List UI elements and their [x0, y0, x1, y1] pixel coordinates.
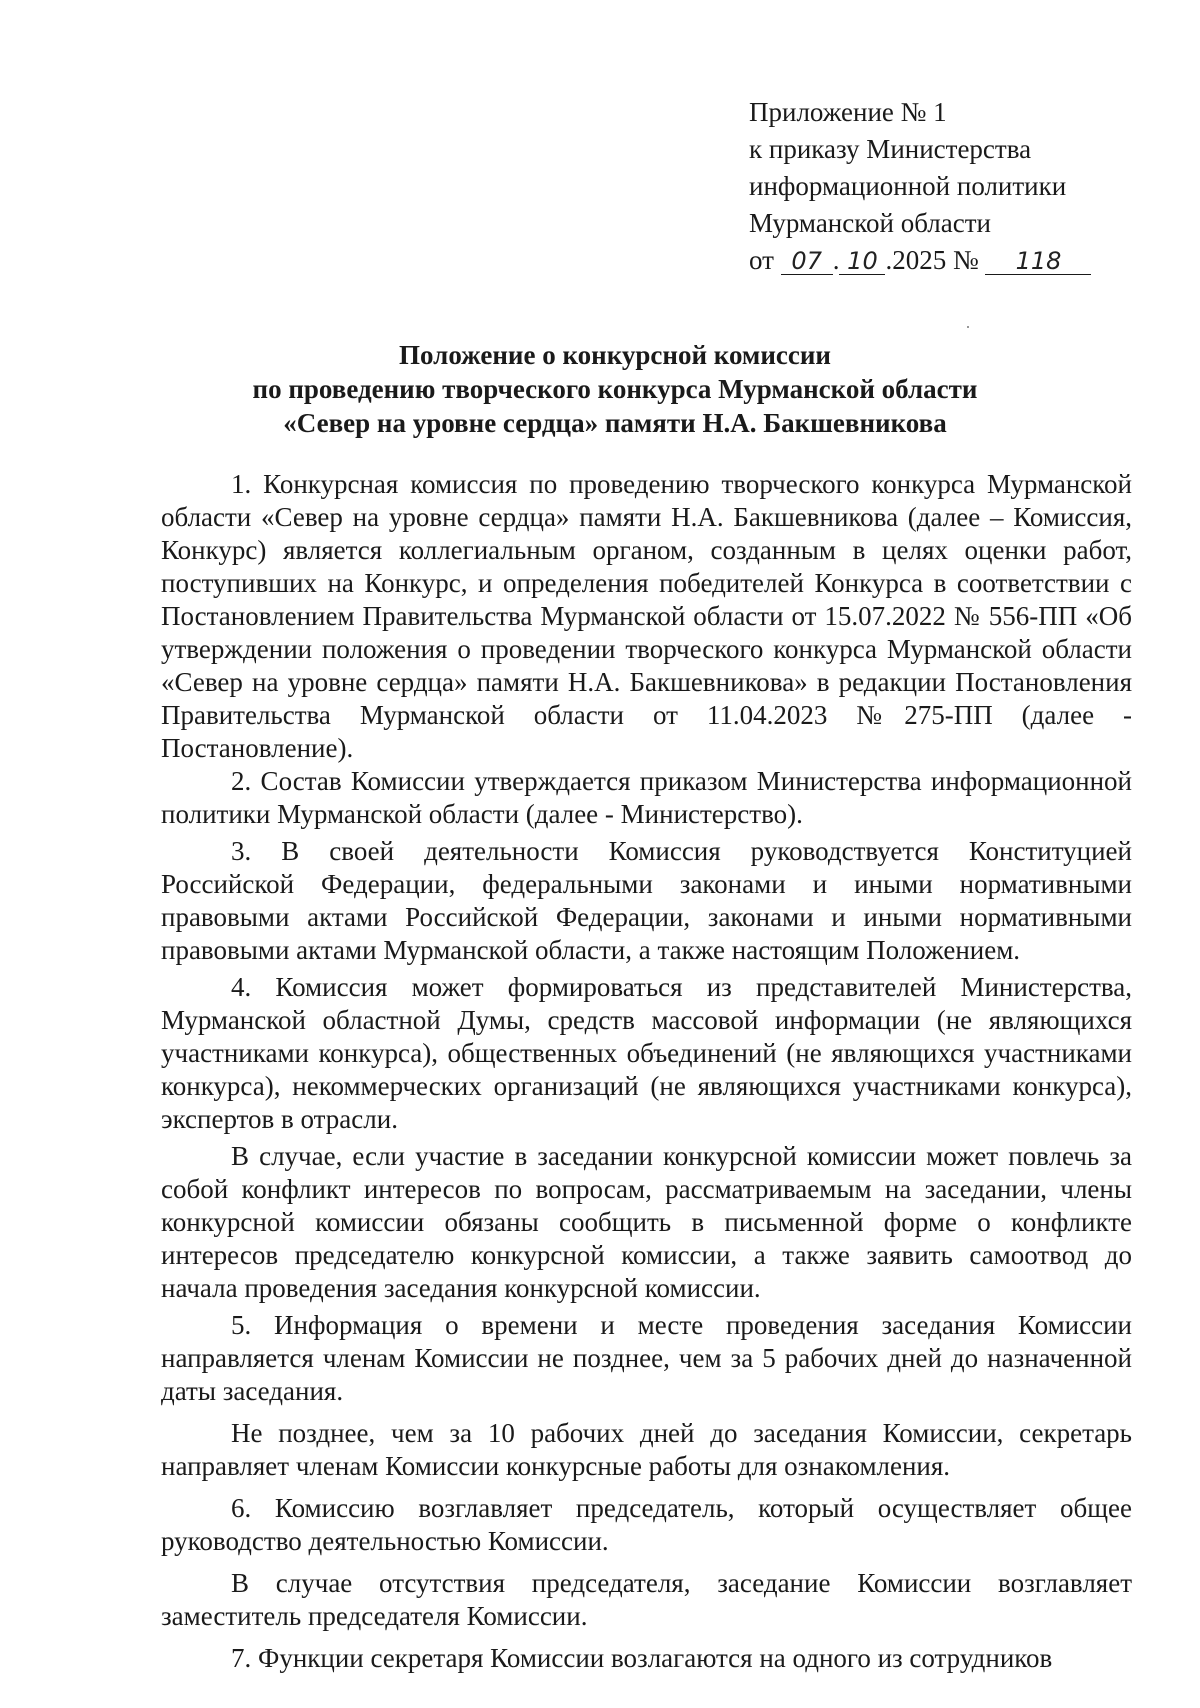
- paragraph-2: 2. Состав Комиссии утверждается приказом Министерства информационной политики Мурманской области (далее - Министерство).: [161, 766, 1132, 829]
- title-line-1: Положение о конкурсной комиссии: [399, 340, 831, 370]
- handwritten-day: 07: [781, 248, 833, 275]
- appendix-line-2: к приказу Министерства: [749, 134, 1032, 164]
- paragraph-1: 1. Конкурсная комиссия по проведению творческого конкурса Мурманской области «Север на уровне сердца» памяти Н.А. Бакшевникова (далее – Комиссия, Конкурс) является коллегиальным органом, созданным в целях оценки работ, поступивших на Конкурс, и определения победителей Конкурса в соответствии с Постановлением Правительства Мурманской области от 15.07.2022 № 556-ПП «Об утверждении положения о проведении творческого конкурса Мурманской области «Север на уровне сердца» памяти Н.А. Бакшевникова» в редакции Постановления Правительства Мурманской области от 11.04.2023 №275-ПП (далее - Постановление).: [161, 469, 1132, 763]
- title-line-2: по проведению творческого конкурса Мурманской области: [252, 374, 978, 404]
- appendix-date-line: от 07 . 10 .2025 № 118: [749, 242, 1169, 279]
- handwritten-order-number: 118: [985, 248, 1091, 275]
- document-title: [160, 338, 1070, 440]
- paragraph-6-deputy: В случае отсутствия председателя, заседание Комиссии возглавляет заместитель председателя Комиссии.: [161, 1568, 1132, 1631]
- appendix-line-3: информационной политики: [749, 171, 1067, 201]
- paragraph-3: 3. В своей деятельности Комиссия руководствуется Конституцией Российской Федерации, федеральными законами и иными нормативными правовыми актами Российской Федерации, законами и иными нормативными правовыми актами Мурманской области, а также настоящим Положением.: [161, 836, 1132, 965]
- title-line-3: «Север на уровне сердца» памяти Н.А. Бакшевникова: [283, 408, 947, 438]
- paragraph-5-works: Не позднее, чем за 10 рабочих дней до заседания Комиссии, секретарь направляет членам Комиссии конкурсные работы для ознакомления.: [161, 1418, 1132, 1481]
- date-prefix: от: [749, 245, 774, 275]
- paragraph-4: 4. Комиссия может формироваться из представителей Министерства, Мурманской областной Думы, средств массовой информации (не являющихся участниками конкурса), общественных объединений (не являющихся участниками конкурса), некоммерческих организаций (не являющихся участниками конкурса), экспертов в отрасли.: [161, 972, 1132, 1134]
- date-year: .2025 №: [885, 245, 979, 275]
- paragraph-6: 6. Комиссию возглавляет председатель, который осуществляет общее руководство деятельностью Комиссии.: [161, 1493, 1132, 1556]
- paragraph-4-conflict: В случае, если участие в заседании конкурсной комиссии может повлечь за собой конфликт интересов по вопросам, рассматриваемым на заседании, члены конкурсной комиссии обязаны сообщить в письменной форме о конфликте интересов председателю конкурсной комиссии, а также заявить самоотвод до начала проведения заседания конкурсной комиссии.: [161, 1141, 1132, 1303]
- handwritten-month: 10: [839, 248, 885, 275]
- paragraph-5: 5. Информация о времени и месте проведения заседания Комиссии направляется членам Комиссии не позднее, чем за 5 рабочих дней до назначенной даты заседания.: [161, 1310, 1132, 1406]
- document-body: [161, 468, 1132, 1675]
- appendix-header: [749, 94, 1169, 279]
- appendix-line-1: Приложение № 1: [749, 97, 947, 127]
- scan-speck: [967, 326, 969, 328]
- paragraph-7: 7. Функции секретаря Комиссии возлагаются на одного из сотрудников: [231, 1643, 1053, 1673]
- appendix-line-4: Мурманской области: [749, 208, 991, 238]
